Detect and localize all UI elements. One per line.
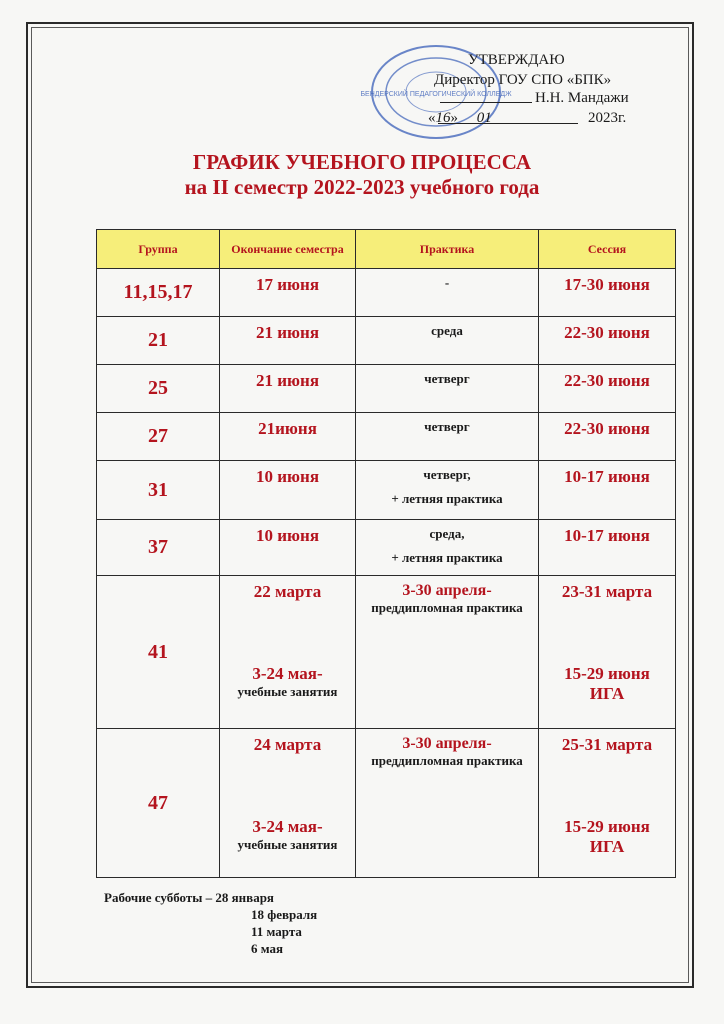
practice-cell: среда bbox=[431, 323, 463, 338]
session-cell-3: ИГА bbox=[589, 837, 625, 856]
session-cell-3: ИГА bbox=[589, 684, 625, 703]
end-cell: 10 июня bbox=[255, 526, 320, 545]
group-cell: 27 bbox=[97, 413, 220, 461]
working-saturdays bbox=[104, 889, 318, 956]
approval-year: 2023г. bbox=[588, 110, 627, 126]
practice-cell-extra: + летняя практика bbox=[391, 550, 503, 565]
header-session: Сессия bbox=[539, 230, 676, 269]
session-cell: 22-30 июня bbox=[564, 419, 650, 438]
practice-cell-sub: преддипломная практика bbox=[371, 753, 523, 768]
session-cell: 17-30 июня bbox=[564, 275, 650, 294]
table-row bbox=[97, 520, 676, 576]
session-cell: 10-17 июня bbox=[564, 467, 650, 486]
practice-cell: четверг bbox=[424, 419, 470, 434]
table-row bbox=[97, 269, 676, 317]
session-cell: 22-30 июня bbox=[564, 371, 650, 390]
group-cell: 21 bbox=[97, 317, 220, 365]
group-cell: 37 bbox=[97, 520, 220, 576]
session-cell-2: 15-29 июня bbox=[564, 817, 650, 836]
table-row bbox=[97, 729, 676, 878]
practice-cell-extra: + летняя практика bbox=[391, 491, 503, 506]
group-cell: 31 bbox=[97, 461, 220, 520]
date-line bbox=[438, 123, 578, 124]
signature-line bbox=[440, 102, 532, 103]
table-row bbox=[97, 461, 676, 520]
practice-cell-sub: преддипломная практика bbox=[371, 600, 523, 615]
stamp-text: БЕНДЕРСКИЙ ПЕДАГОГИЧЕСКИЙ КОЛЛЕДЖ bbox=[360, 91, 512, 98]
saturday-date: 6 мая bbox=[251, 941, 284, 956]
header-group: Группа bbox=[97, 230, 220, 269]
document-title bbox=[0, 150, 724, 200]
schedule-table bbox=[96, 229, 676, 878]
practice-cell: четверг, bbox=[423, 467, 471, 482]
title-line-1: ГРАФИК УЧЕБНОГО ПРОЦЕССА bbox=[192, 150, 532, 174]
session-cell: 25-31 марта bbox=[561, 735, 653, 754]
approval-name: Н.Н. Мандажи bbox=[535, 90, 629, 106]
saturday-date: 11 марта bbox=[251, 924, 302, 939]
practice-cell: среда, bbox=[429, 526, 465, 541]
end-cell-2: 3-24 мая- bbox=[252, 817, 323, 836]
table-row bbox=[97, 413, 676, 461]
group-cell: 25 bbox=[97, 365, 220, 413]
session-cell: 22-30 июня bbox=[564, 323, 650, 342]
approval-title: УТВЕРЖДАЮ bbox=[468, 52, 565, 68]
end-cell-sub: учебные занятия bbox=[237, 837, 338, 852]
approval-date: «16» 01 2023г. bbox=[428, 110, 627, 126]
end-cell-2: 3-24 мая- bbox=[252, 664, 323, 683]
end-cell-sub: учебные занятия bbox=[237, 684, 338, 699]
group-cell: 41 bbox=[97, 576, 220, 729]
approval-month: 01 bbox=[476, 110, 492, 126]
group-cell: 47 bbox=[97, 729, 220, 878]
end-cell: 24 марта bbox=[253, 735, 322, 754]
end-cell: 21 июня bbox=[255, 371, 320, 390]
table-row bbox=[97, 576, 676, 729]
approval-position: Директор ГОУ СПО «БПК» bbox=[434, 72, 612, 88]
practice-cell: - bbox=[444, 275, 450, 290]
table-row bbox=[97, 317, 676, 365]
practice-cell: четверг bbox=[424, 371, 470, 386]
table-header-row bbox=[97, 230, 676, 269]
practice-cell: 3-30 апреля- bbox=[402, 735, 492, 752]
approval-day: 16 bbox=[435, 110, 451, 126]
end-cell: 21 июня bbox=[255, 323, 320, 342]
working-saturdays-label: Рабочие субботы – 28 января bbox=[104, 890, 274, 905]
session-cell-2: 15-29 июня bbox=[564, 664, 650, 683]
session-cell: 23-31 марта bbox=[561, 582, 653, 601]
title-line-2: на II семестр 2022-2023 учебного года bbox=[184, 175, 540, 199]
end-cell: 17 июня bbox=[255, 275, 320, 294]
end-cell: 10 июня bbox=[255, 467, 320, 486]
saturday-date: 18 февраля bbox=[251, 907, 318, 922]
session-cell: 10-17 июня bbox=[564, 526, 650, 545]
end-cell: 22 марта bbox=[253, 582, 322, 601]
end-cell: 21июня bbox=[258, 419, 317, 438]
group-cell: 11,15,17 bbox=[97, 269, 220, 317]
header-practice: Практика bbox=[356, 230, 539, 269]
practice-cell: 3-30 апреля- bbox=[402, 582, 492, 599]
header-end: Окончание семестра bbox=[220, 230, 356, 269]
table-row bbox=[97, 365, 676, 413]
